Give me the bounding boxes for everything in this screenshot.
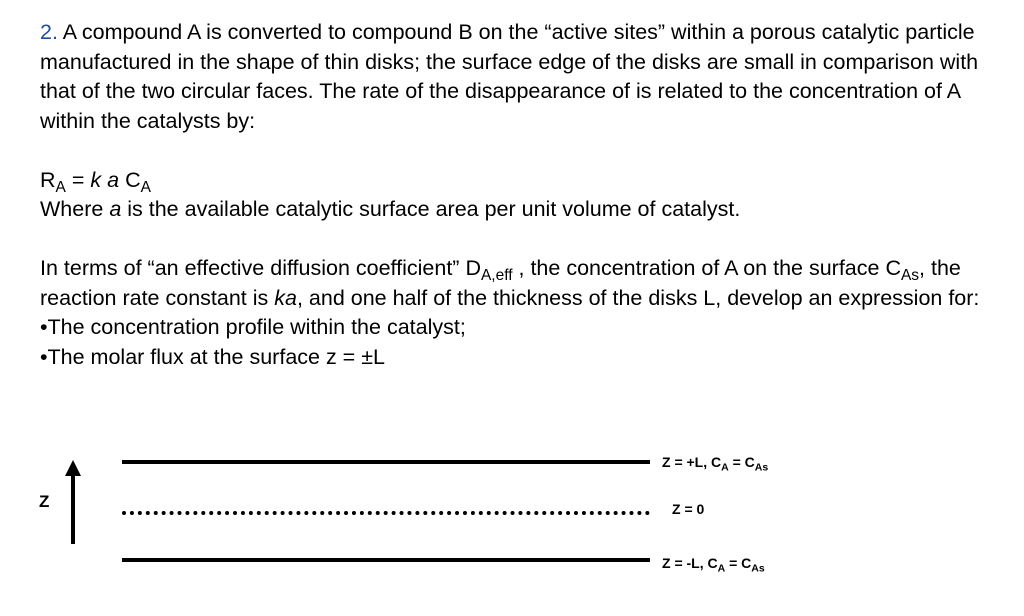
z-axis-label: Z	[39, 492, 50, 511]
bullet-concentration-profile: •The concentration profile within the catalyst;	[40, 315, 466, 339]
bottom-surface-label: Z = -L, $C_A = C_{As}$	[662, 555, 765, 575]
problem-text	[40, 18, 1015, 372]
bullet-molar-flux: •The molar flux at the surface z = ±L	[40, 344, 385, 369]
intro-text: A compound A is converted to compound B on the “active sites” within a porous catalytic particle manufactured in the shape of thin disks; the surface edge of the disks are small in comparison with that of the two circular faces. The rate of the disappearance of is related to the concentration of A within the catalysts by:	[40, 20, 979, 133]
disk-diagram	[0, 440, 1024, 600]
center-plane-line	[122, 511, 650, 515]
center-plane-label: Z = 0	[672, 501, 705, 517]
top-surface-label: Z = +L, $C_A = C_{As}$	[662, 454, 769, 474]
problem-number: 2.	[40, 20, 58, 44]
terms-paragraph: In terms of “an effective diffusion coefficient” $D_{A,eff}$ , the concentration of A on the surface $C_{As}$, the reaction rate constant is ka, and one half of the thickness of the disks L, develop an expression for:	[40, 256, 980, 310]
problem-intro	[40, 18, 1015, 136]
where-definition: Where a is the available catalytic surface area per unit volume of catalyst.	[40, 197, 741, 221]
z-axis-arrow-icon	[60, 460, 86, 546]
bottom-surface-line	[122, 558, 650, 562]
top-surface-line	[122, 460, 650, 464]
rate-equation: $R_A = k$ a $C_A$	[40, 167, 151, 196]
